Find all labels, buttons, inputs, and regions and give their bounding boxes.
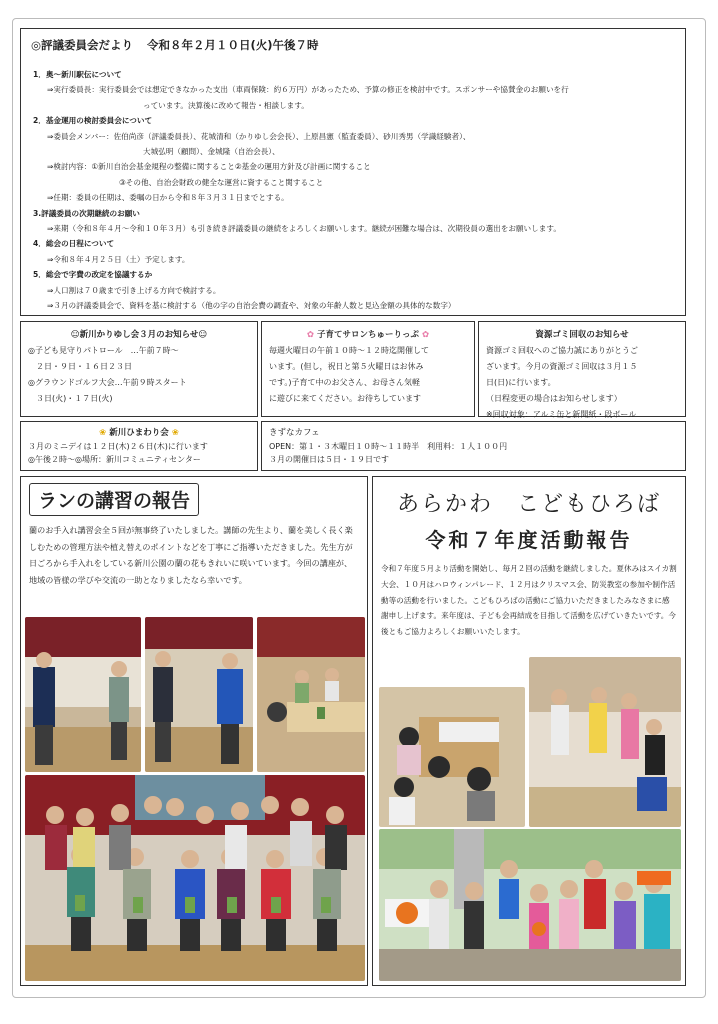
kariyushi-line: ◎グラウンドゴルフ大会…午前９時スタート [28,378,187,387]
kizuna-title: きずなカフェ [269,428,320,438]
kariyushi-line: ◎子ども見守りパトロール …午前７時～ [28,346,179,355]
kizuna-line: OPEN：第１・３木曜日１０時～１１時半 利用料：１人１００円 [269,442,508,451]
kids-halloween-photo [379,829,681,981]
council-news-box [20,28,686,316]
himawari-title: ❀ 新川ひまわり会 ❀ [99,428,179,438]
recycling-line: ざいます。今月の資源ゴミ回収は３月１５ [486,362,638,371]
council-item-line: 2．基金運用の検討委員会について [33,116,153,126]
council-item-line: ⇒人口割は７０歳まで引き上げる方向で検討する。 [47,285,221,295]
kariyushi-notice [20,321,258,417]
himawari-notice [20,421,258,471]
orchid-group-photo [25,775,365,981]
kids-body: 令和７年度５月より活動を開始し、毎月２回の活動を継続しました。夏休みはスイカ割大会、１０月はハロウィンパレード、１２月はクリスマス会、防災教室の参加や制作活動等の活動を行いました。こどもひろばの活動にご協力いただきましたみなさまに感謝申し上げます。来年度は、子ども会再結成を目指して活動を広げていきたいです。今後ともご協力よろしくお願いいたします。 [381,564,677,637]
recycling-notice [478,321,686,417]
orchid-photo-2 [145,617,253,772]
council-item-line: 5．総会で字費の改定を協議するか [33,270,153,280]
kids-photo-2 [529,657,681,827]
council-item-line: 4．総会の日程について [33,239,115,249]
orchid-photo-1 [25,617,141,772]
tulip-icon: ✿ [306,330,315,340]
salon-line: 毎週火曜日の午前１０時～１２時迄開催して [269,346,429,355]
sunflower-icon: ❀ [171,428,179,438]
council-item-line: ⇒令和８年４月２５日（土）予定します。 [47,254,190,264]
recycling-line: 資源ゴミ回収へのご協力誠にありがとうご [486,346,638,355]
salon-notice [261,321,475,417]
council-title: ◎評議委員会だより 令和８年２月１０日(火)午後７時 [31,38,319,52]
kariyushi-title: ☺新川かりゆし会３月のお知らせ☺ [70,330,208,340]
council-items [31,67,675,314]
himawari-line: ◎午後２時～◎場所：新川コミュニティセンター [28,455,201,464]
kizuna-cafe-notice [261,421,686,471]
kids-subtitle: 令和７年度活動報告 [425,528,633,552]
sunflower-icon: ❀ [99,428,107,438]
council-item-line: 3.評議委員の次期継続のお願い [33,208,140,218]
council-item-line: ⇒実行委員長：実行委員会では想定できなかった支出（車両保険：約６万円）があったため、予算の修正を検討中です。スポンサーや協賛金のお願いを行 [47,85,569,95]
orchid-title: ランの講習の報告 [29,483,199,516]
orchid-body: 蘭のお手入れ講習会全５回が無事終了いたしました。講師の先生より、蘭を美しく長く楽しむための管理方法や植え替えのポイントなどを丁寧にご指導いただきました。先生方が日ごろから手入れをしている新川公園の蘭の花もきれいに咲いています。今回の講座が、地域の皆様の学びや交流の一助となりましたなら幸いです。 [29,525,353,585]
recycling-line: ※回収対象：アルミ缶と新聞紙・段ボール [486,410,637,419]
council-item-line: 1．奥～新川駅伝について [33,70,122,79]
recycling-title: 資源ゴミ回収のお知らせ [535,330,629,340]
recycling-line: 日(日)に行います。 [486,378,556,387]
salon-line: に遊びに来てください。お待ちしています [269,394,421,403]
council-item-line: ⇒来期（令和８年４月～令和１０年３月）も引き続き評議委員の継続をよろしくお願いします。継続が困難な場合は、次期役員の選出をお願いします。 [47,224,561,234]
orchid-photo-3 [257,617,365,772]
orchid-report [20,476,368,986]
council-item-line: ⇒３月の評議委員会で、資料を基に検討する（他の字の自治会費の調査や、対象の年齢人数と見込金額の具体的な数字） [47,301,456,311]
kariyushi-line: ３日(火)・１７日(火) [28,394,113,403]
salon-title: ✿ 子育てサロンちゅーりっぷ ✿ [306,330,430,340]
himawari-line: ３月のミニデイは１２日(木)２６日(木)に行います [28,442,208,451]
council-item-line: ③その他、自治会財政の健全な運営に資すること関すること [119,177,324,187]
kids-photo-1 [379,687,525,827]
tulip-icon: ✿ [421,330,430,340]
council-item-line: っています。決算後に改めて報告・相談します。 [143,100,309,110]
council-item-line: ⇒委員会メンバー：佐伯尚彦（評議委員長）、花城清和（かりゆし会会長）、上原昌憲（監査委員）、砂川秀男（学識経験者）、 [47,131,471,141]
recycling-line: （日程変更の場合はお知らせします） [486,394,622,403]
kids-title: あらかわ こどもひろば [396,492,661,517]
kariyushi-line: ２日・９日・１６日２３日 [28,362,132,371]
council-date: 令和８年２月１０日(火)午後７時 [147,38,319,52]
kizuna-line: ３月の開催日は５日・１９日です [269,455,389,464]
council-item-line: 大城弘明（顧問）、金城隆（自治会長）、 [143,147,280,157]
council-item-line: ⇒任期：委員の任期は、委嘱の日から令和８年３月３１日までとする。 [47,193,289,203]
salon-line: です。)子育て中のお父さん、お母さん気軽 [269,378,420,387]
salon-line: います。(但し，祝日と第５火曜日はお休み [269,362,424,371]
council-item-line: ⇒検討内容：①新川自治会基金規程の整備に関すること②基金の運用方針及び計画に関すること [47,162,371,172]
kids-plaza-report [372,476,686,986]
